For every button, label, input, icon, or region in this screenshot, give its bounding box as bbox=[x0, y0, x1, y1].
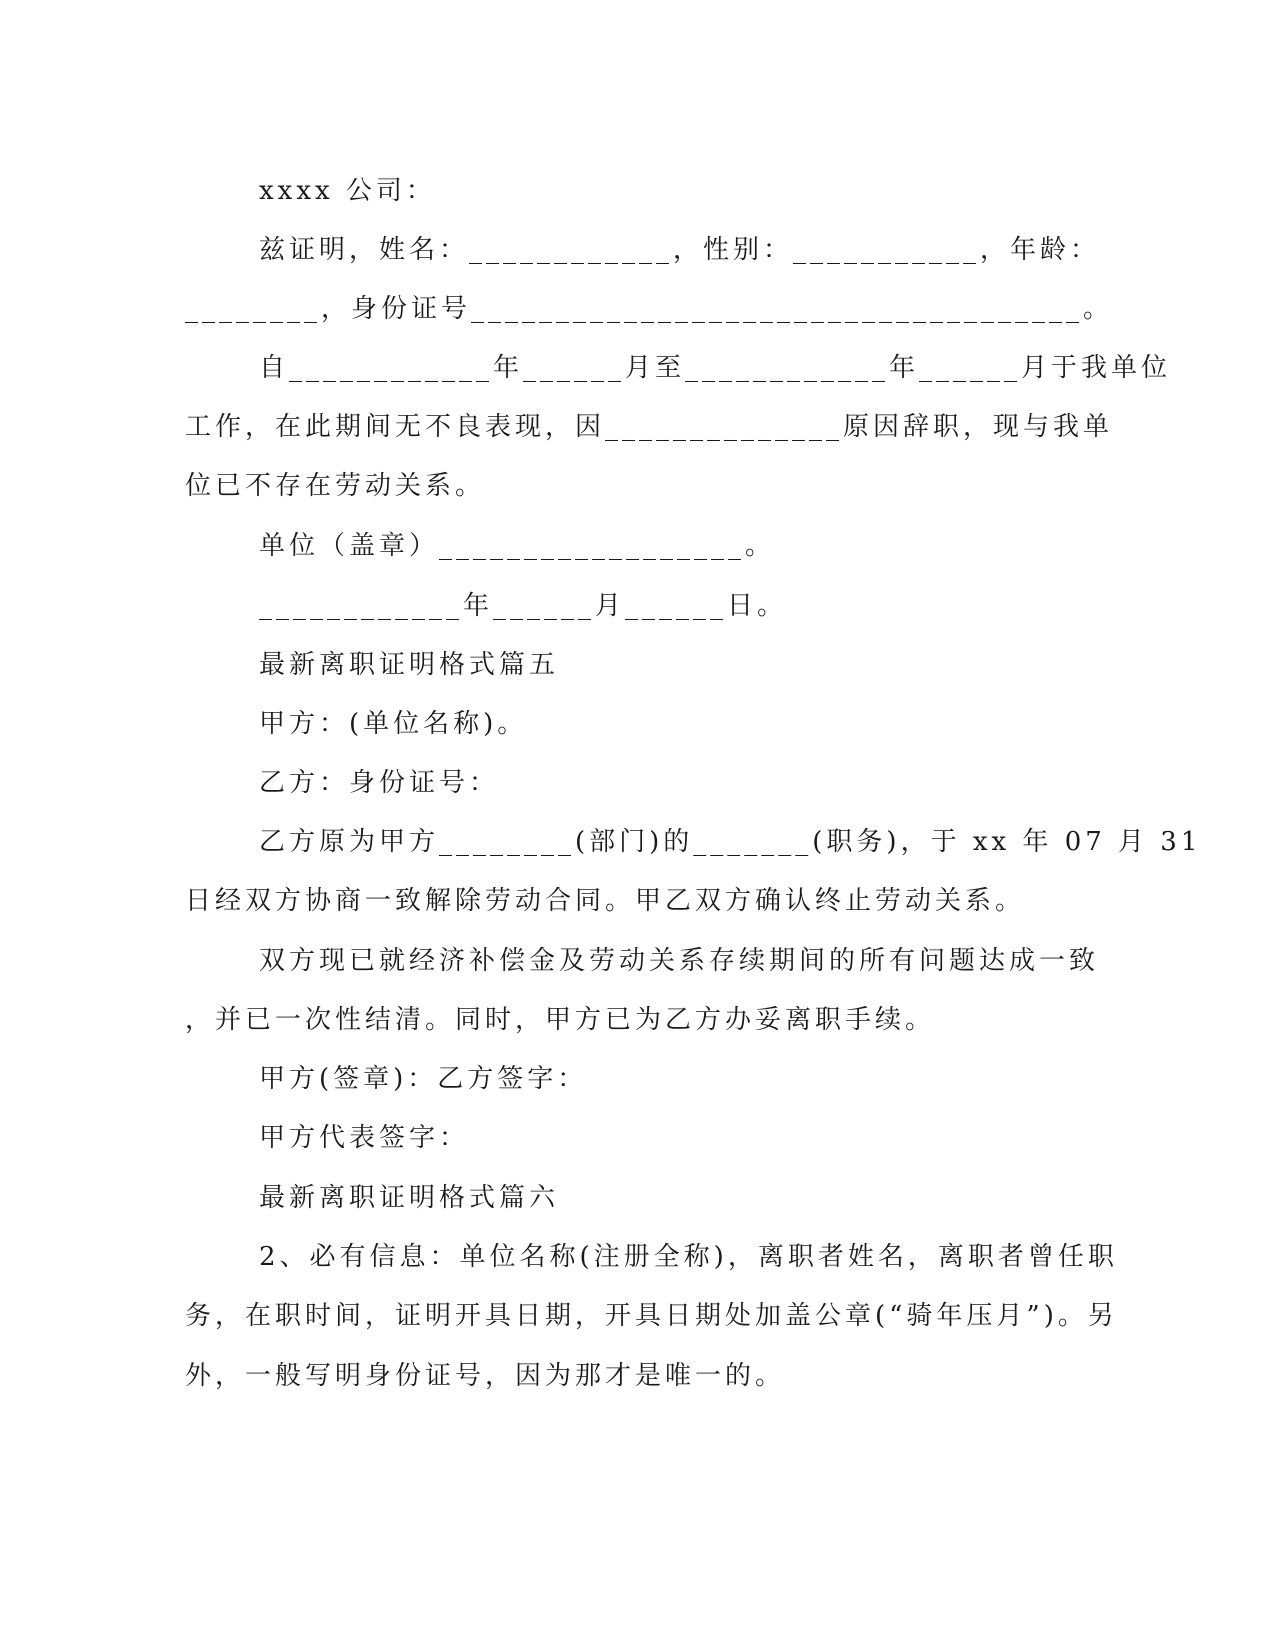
id-number-line: ________，身份证号____________________________________。 bbox=[185, 294, 1114, 324]
settlement-cont: ，并已一次性结清。同时，甲方已为乙方办妥离职手续。 bbox=[185, 1005, 936, 1035]
section-heading-6: 最新离职证明格式篇六 bbox=[259, 1183, 560, 1213]
contract-termination-cont: 日经双方协商一致解除劳动合同。甲乙双方确认终止劳动关系。 bbox=[185, 886, 1026, 916]
no-relation-line: 位已不存在劳动关系。 bbox=[185, 471, 486, 501]
date-line: ____________年______月______日。 bbox=[259, 591, 788, 621]
required-info-cont-2: 外，一般写明身份证号，因为那才是唯一的。 bbox=[185, 1361, 786, 1391]
representative-signature: 甲方代表签字： bbox=[259, 1123, 470, 1153]
signature-line: 甲方(签章)：乙方签字： bbox=[259, 1064, 588, 1094]
employment-period-line: 自____________年______月至____________年______月于我单位 bbox=[259, 353, 1172, 383]
party-b-line: 乙方：身份证号： bbox=[259, 768, 500, 798]
addressee-line: xxxx 公司： bbox=[259, 176, 436, 206]
settlement-line: 双方现已就经济补偿金及劳动关系存续期间的所有问题达成一致 bbox=[259, 946, 1100, 976]
unit-seal-line: 单位（盖章）__________________。 bbox=[259, 531, 776, 561]
party-a-line: 甲方：(单位名称)。 bbox=[259, 709, 528, 739]
resignation-reason-line: 工作，在此期间无不良表现，因______________原因辞职，现与我单 bbox=[185, 412, 1114, 442]
contract-termination-line: 乙方原为甲方________(部门)的_______(职务)，于 xx 年 07 月 31 bbox=[259, 827, 1202, 857]
section-heading-5: 最新离职证明格式篇五 bbox=[259, 650, 560, 680]
required-info-line: 2、必有信息：单位名称(注册全称)，离职者姓名，离职者曾任职 bbox=[259, 1242, 1118, 1272]
required-info-cont-1: 务，在职时间，证明开具日期，开具日期处加盖公章(“骑年压月”)。另 bbox=[185, 1301, 1118, 1331]
certify-name-gender-age: 兹证明，姓名：____________，性别：___________，年龄： bbox=[259, 235, 1101, 265]
